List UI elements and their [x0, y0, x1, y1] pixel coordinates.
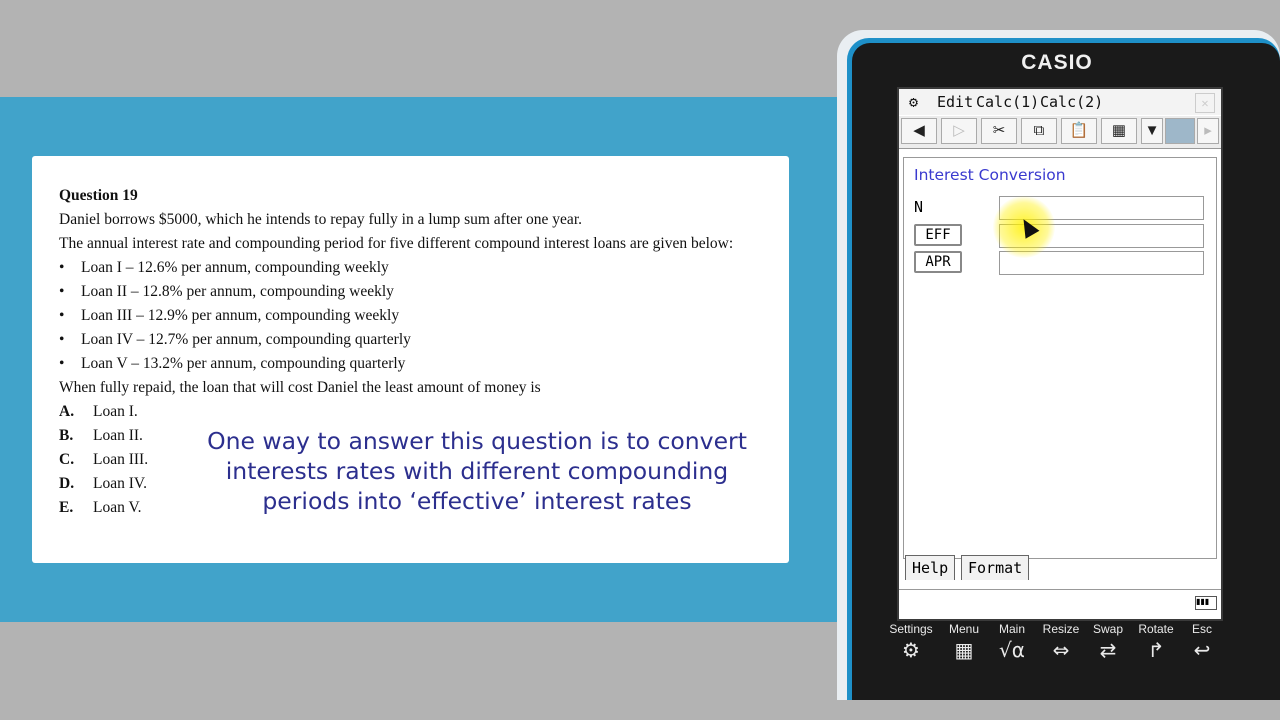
option-a: [59, 400, 733, 424]
resize-key[interactable]: [1037, 622, 1085, 662]
question-card: [32, 156, 789, 563]
settings-key[interactable]: [887, 622, 935, 662]
bullet: •: [59, 283, 65, 300]
option-letter: C.: [59, 451, 75, 468]
blank-slot: [1165, 118, 1195, 144]
menu-bar: [899, 89, 1221, 115]
list-item: [59, 352, 733, 376]
gear-icon: ⚙: [902, 638, 920, 662]
calculator-screen: [897, 87, 1223, 621]
bullet: •: [59, 355, 65, 372]
app-title: Interest Conversion: [914, 166, 1066, 184]
key-label: Settings: [889, 622, 933, 636]
menu-edit[interactable]: Edit: [937, 93, 974, 111]
question-title: Question 19: [59, 187, 138, 204]
tab-help[interactable]: Help: [905, 555, 955, 580]
main-key[interactable]: [988, 622, 1036, 662]
cut-icon[interactable]: ✂: [981, 118, 1017, 144]
narration-caption: [182, 426, 772, 516]
tab-bar: [903, 555, 1215, 581]
option-text: Loan V.: [93, 499, 142, 516]
bullet: •: [59, 259, 65, 276]
tab-format[interactable]: Format: [961, 555, 1029, 580]
key-label: Main: [998, 622, 1025, 636]
paste-icon[interactable]: 📋: [1061, 118, 1097, 144]
work-area: [903, 157, 1217, 559]
key-label: Resize: [1042, 622, 1080, 636]
key-label: Swap: [1092, 622, 1124, 636]
menu-calc2[interactable]: Calc(2): [1040, 93, 1104, 111]
list-item: [59, 328, 733, 352]
narration-line-1: One way to answer this question is to convert: [207, 427, 747, 455]
list-item: [59, 304, 733, 328]
option-text: Loan IV.: [93, 475, 147, 492]
dropdown-button[interactable]: ▼: [1141, 118, 1163, 144]
list-item: [59, 280, 733, 304]
scroll-right-button[interactable]: ▸: [1197, 118, 1219, 144]
option-text: Loan I.: [93, 403, 138, 420]
narration-line-3: periods into ‘effective’ interest rates: [262, 487, 692, 515]
option-letter: D.: [59, 475, 75, 492]
return-icon: ↩: [1193, 638, 1211, 662]
question-line-2: The annual interest rate and compounding period for five different compound interest loans are given below:: [59, 235, 734, 252]
battery-icon: ▮▮▮: [1195, 596, 1217, 610]
status-bar: [899, 589, 1221, 618]
close-icon[interactable]: ✕: [1195, 93, 1215, 113]
sqrt-alpha-icon: √α: [999, 638, 1025, 662]
swap-icon: ⇄: [1099, 638, 1117, 662]
option-letter: A.: [59, 403, 75, 420]
list-item: [59, 256, 733, 280]
bullet: •: [59, 331, 65, 348]
swap-key[interactable]: [1084, 622, 1132, 662]
bullet: •: [59, 307, 65, 324]
menu-calc1[interactable]: Calc(1): [976, 93, 1040, 111]
option-letter: E.: [59, 499, 74, 516]
menu-key[interactable]: [940, 622, 988, 662]
apr-button[interactable]: APR: [914, 251, 962, 273]
loan-text: Loan V – 13.2% per annum, compounding quarterly: [81, 355, 406, 372]
key-label: Rotate: [1138, 622, 1174, 636]
question-line-1: Daniel borrows $5000, which he intends to repay fully in a lump sum after one year.: [59, 211, 582, 228]
resize-icon: ⇔: [1052, 638, 1070, 662]
n-label: N: [914, 198, 924, 216]
gear-icon[interactable]: ⚙: [909, 93, 919, 111]
brand-logo: CASIO: [1021, 51, 1093, 74]
loan-text: Loan II – 12.8% per annum, compounding weekly: [81, 283, 394, 300]
narration-line-2: interests rates with different compounding: [225, 457, 729, 485]
back-button[interactable]: ◀: [901, 118, 937, 144]
option-text: Loan III.: [93, 451, 149, 468]
toolbar: [899, 116, 1221, 149]
option-letter: B.: [59, 427, 74, 444]
loan-text: Loan III – 12.9% per annum, compounding weekly: [81, 307, 400, 324]
rotate-icon: ↱: [1147, 638, 1165, 662]
rotate-key[interactable]: [1132, 622, 1180, 662]
grid-icon: ▦: [954, 638, 974, 662]
hardware-keys: [887, 622, 1222, 670]
key-label: Esc: [1191, 622, 1212, 636]
key-label: Menu: [948, 622, 980, 636]
question-prompt: When fully repaid, the loan that will cost Daniel the least amount of money is: [59, 379, 541, 396]
copy-icon[interactable]: ⧉: [1021, 118, 1057, 144]
table-icon[interactable]: ▦: [1101, 118, 1137, 144]
loan-text: Loan IV – 12.7% per annum, compounding quarterly: [81, 331, 411, 348]
eff-button[interactable]: EFF: [914, 224, 962, 246]
forward-button[interactable]: ▷: [941, 118, 977, 144]
loan-text: Loan I – 12.6% per annum, compounding weekly: [81, 259, 389, 276]
esc-key[interactable]: [1178, 622, 1226, 662]
option-text: Loan II.: [93, 427, 143, 444]
